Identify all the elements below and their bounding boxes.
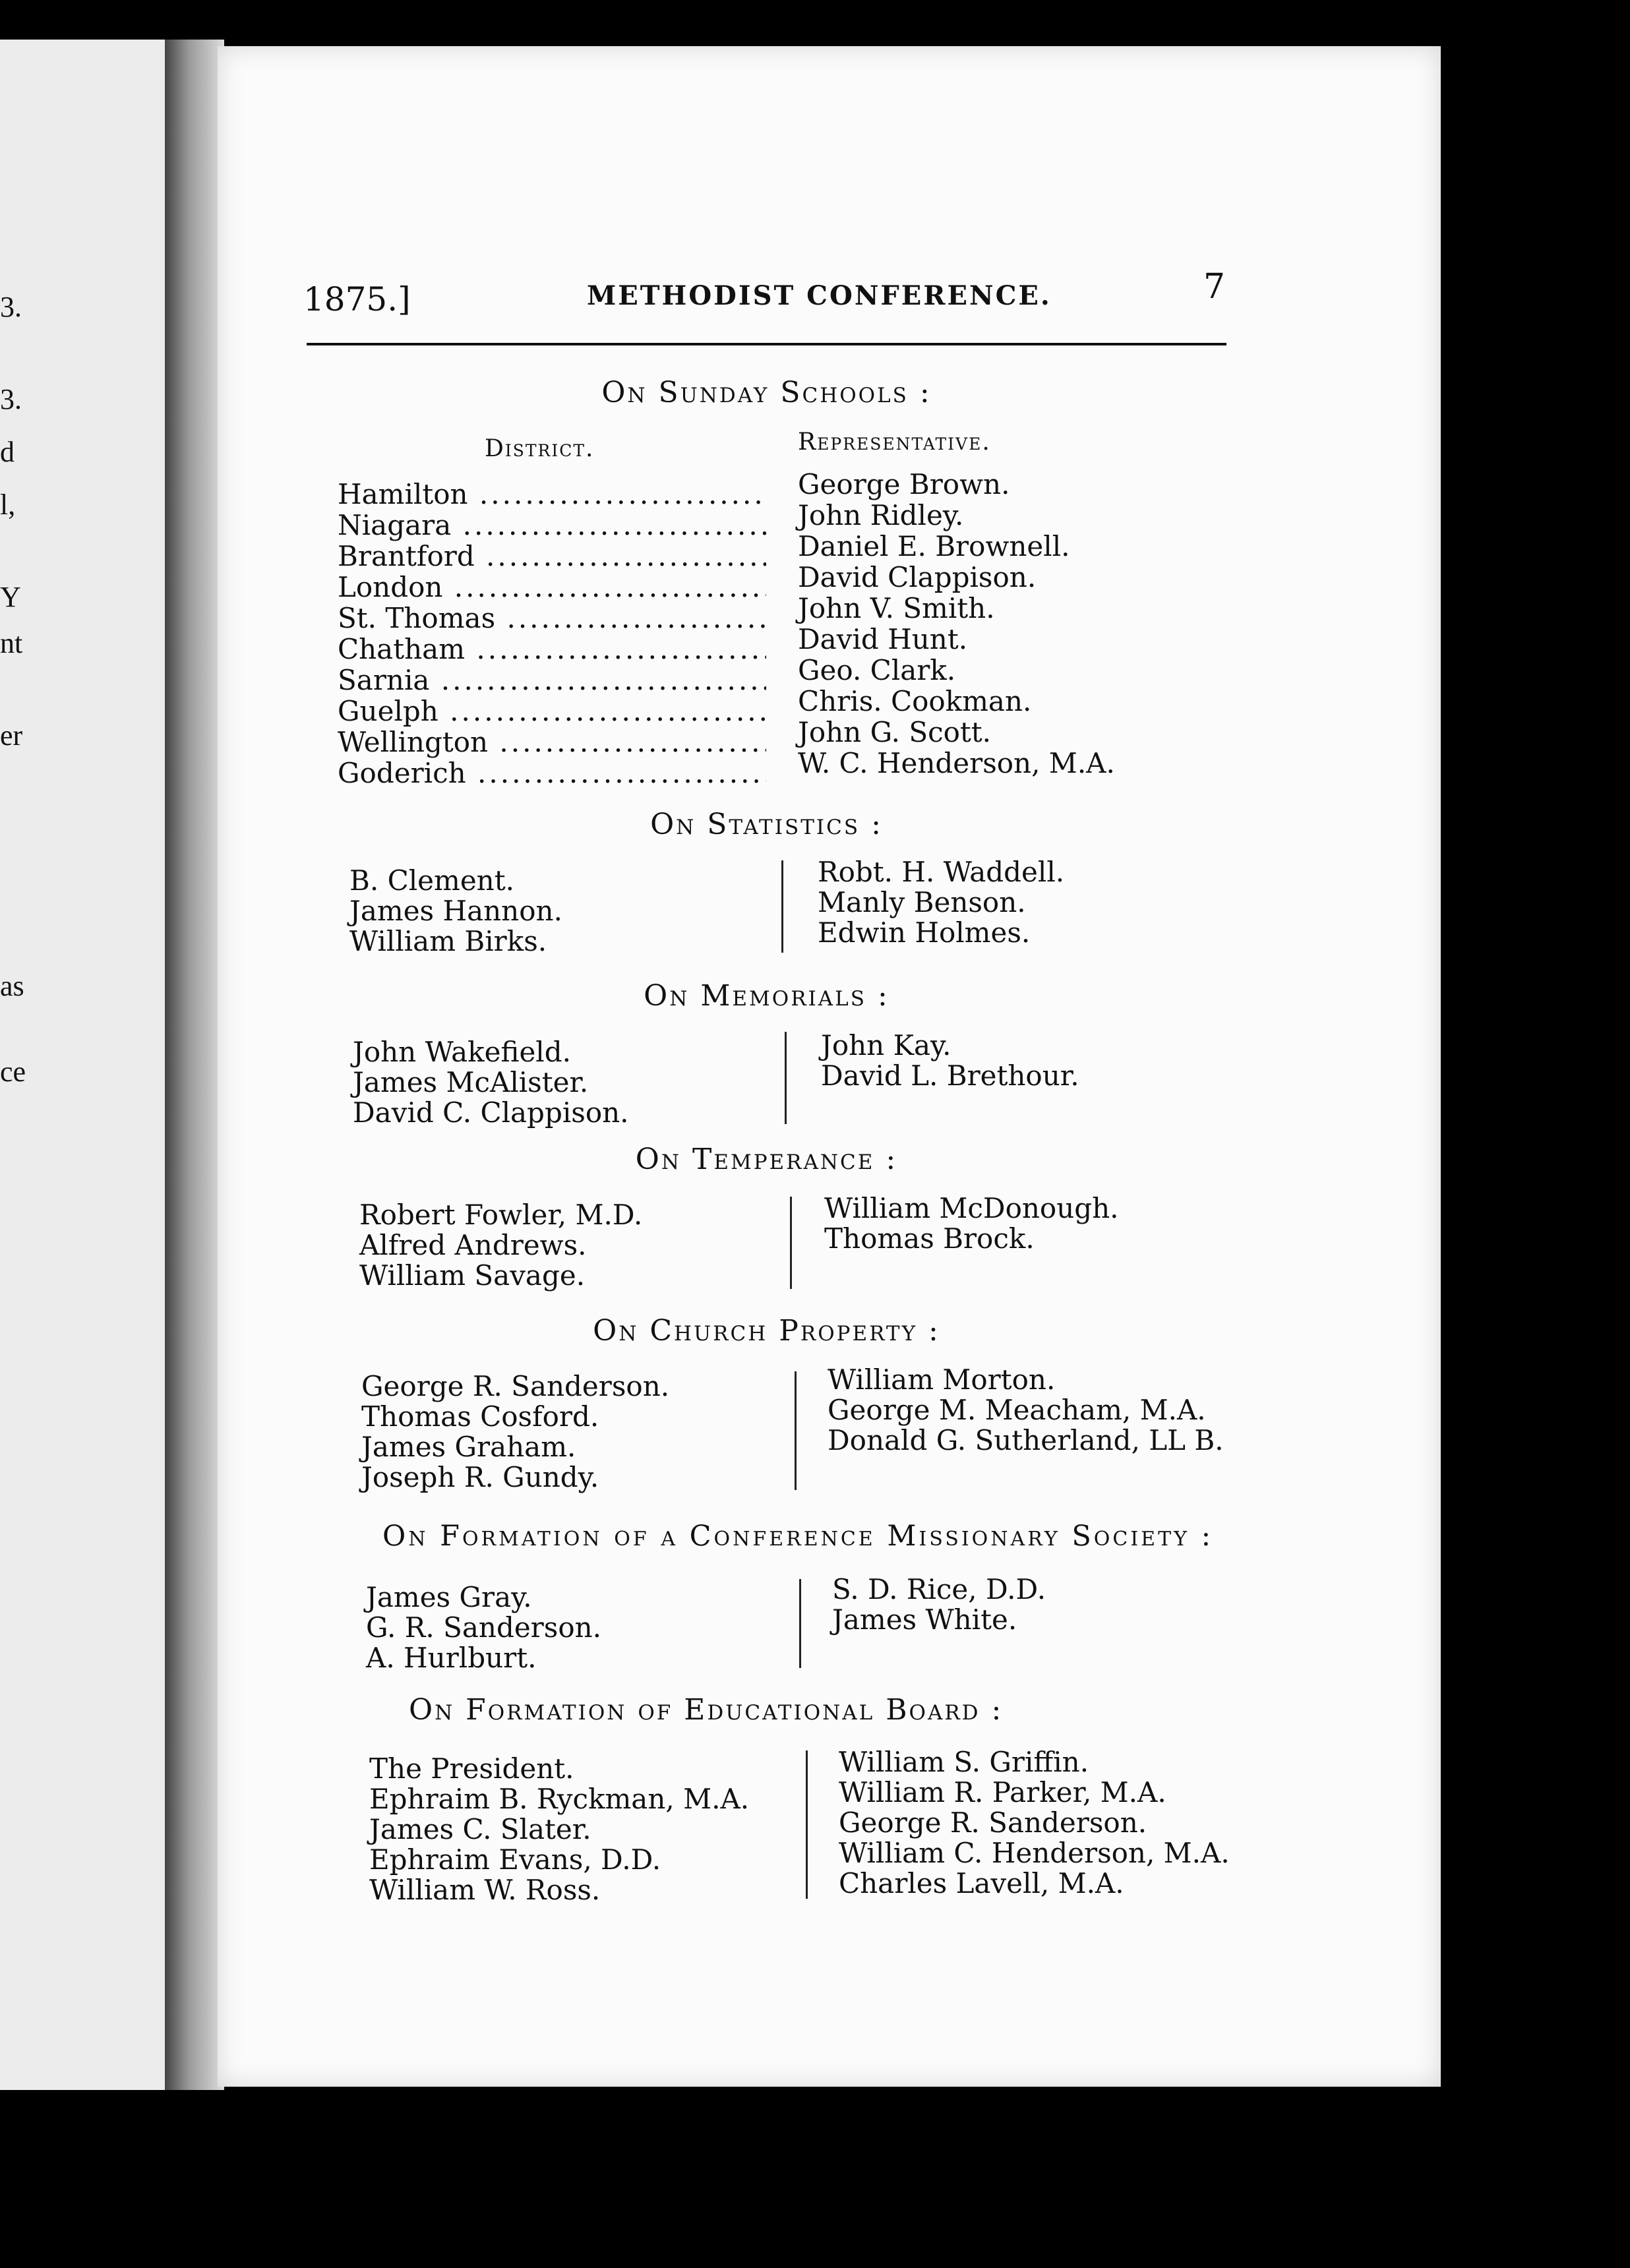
member-name: William W. Ross. — [369, 1874, 601, 1906]
member-name: A. Hurlburt. — [366, 1642, 537, 1674]
section-title-sunday-schools: On Sunday Schools : — [601, 376, 932, 409]
member-name: Edwin Holmes. — [818, 916, 1031, 949]
column-divider — [799, 1579, 801, 1668]
representative-name: Chris. Cookman. — [798, 685, 1032, 717]
district-name: Hamilton ..... — [338, 478, 766, 510]
church-property-left-column — [361, 1371, 669, 1493]
district-name: St. Thomas ..... — [338, 602, 766, 634]
district-name: Brantford ..... — [338, 540, 766, 572]
facing-page-text: 3. — [0, 291, 22, 323]
member-name: James Hannon. — [349, 895, 562, 927]
member-name: William R. Parker, M.A. — [839, 1776, 1166, 1808]
column-divider — [781, 860, 783, 953]
temperance-left-column — [359, 1200, 642, 1291]
member-name: William S. Griffin. — [839, 1746, 1089, 1778]
member-name: William Savage. — [359, 1259, 586, 1292]
representative-name: George Brown. — [798, 468, 1010, 500]
header-title: METHODIST CONFERENCE. — [587, 280, 1052, 311]
section-title-church-property: On Church Property : — [593, 1314, 940, 1348]
representative-name: Geo. Clark. — [798, 654, 956, 686]
missionary-society-right-column — [832, 1574, 1046, 1635]
header-year: 1875.] — [303, 280, 411, 318]
member-name: Ephraim B. Ryckman, M.A. — [369, 1783, 750, 1815]
statistics-right-column — [818, 857, 1064, 948]
member-name: Ephraim Evans, D.D. — [369, 1843, 661, 1876]
member-name: George M. Meacham, M.A. — [828, 1394, 1206, 1426]
member-name: James C. Slater. — [369, 1813, 591, 1845]
member-name: James Graham. — [361, 1431, 576, 1463]
memorials-right-column — [821, 1030, 1079, 1091]
running-header — [303, 267, 1226, 320]
temperance-right-column — [824, 1193, 1119, 1254]
district-heading: District. — [485, 435, 595, 462]
member-name: William McDonough. — [824, 1192, 1119, 1224]
facing-page-text: as — [0, 970, 24, 1002]
member-name: George R. Sanderson. — [839, 1806, 1147, 1839]
member-name: B. Clement. — [349, 864, 514, 897]
member-name: S. D. Rice, D.D. — [832, 1573, 1046, 1605]
missionary-society-left-column — [366, 1582, 601, 1673]
member-name: Robt. H. Waddell. — [818, 856, 1065, 888]
district-name: Chatham ..... — [338, 633, 766, 665]
member-name: Thomas Cosford. — [361, 1400, 599, 1433]
member-name: Thomas Brock. — [824, 1222, 1035, 1255]
district-name: Guelph ..... — [338, 695, 766, 727]
district-name: Niagara ..... — [338, 509, 766, 541]
header-rule — [307, 343, 1226, 345]
statistics-left-column — [349, 866, 562, 957]
page-number: 7 — [1203, 267, 1226, 307]
member-name: James Gray. — [366, 1581, 532, 1613]
facing-page-text: l, — [0, 489, 16, 521]
member-name: The President. — [369, 1752, 574, 1785]
column-divider — [806, 1750, 808, 1899]
member-name: Manly Benson. — [818, 886, 1026, 918]
member-name: George R. Sanderson. — [361, 1370, 670, 1402]
church-property-right-column — [828, 1365, 1224, 1456]
district-name: Sarnia ..... — [338, 664, 766, 696]
representative-name: David Clappison. — [798, 561, 1037, 593]
representative-name: W. C. Henderson, M.A. — [798, 747, 1115, 779]
district-name: Goderich ..... — [338, 757, 766, 789]
member-name: James White. — [832, 1603, 1017, 1636]
member-name: David C. Clappison. — [353, 1096, 629, 1129]
educational-board-right-column — [839, 1747, 1230, 1899]
column-divider — [790, 1197, 792, 1289]
representative-name: David Hunt. — [798, 623, 968, 655]
column-divider — [785, 1032, 787, 1124]
member-name: John Wakefield. — [353, 1036, 571, 1068]
member-name: William Birks. — [349, 925, 547, 957]
section-title-statistics: On Statistics : — [650, 808, 883, 841]
district-name: London ..... — [338, 571, 766, 603]
section-title-temperance: On Temperance : — [635, 1143, 898, 1176]
representative-name: John V. Smith. — [798, 592, 995, 624]
book-gutter — [165, 40, 224, 2090]
member-name: G. R. Sanderson. — [366, 1611, 601, 1644]
member-name: William C. Henderson, M.A. — [839, 1837, 1230, 1869]
member-name: James McAlister. — [353, 1066, 589, 1098]
member-name: Robert Fowler, M.D. — [359, 1199, 643, 1231]
section-title-educational-board: On Formation of Educational Board : — [409, 1693, 1004, 1727]
section-title-memorials: On Memorials : — [644, 979, 890, 1013]
member-name: Charles Lavell, M.A. — [839, 1867, 1124, 1899]
memorials-left-column — [353, 1037, 629, 1128]
representative-name: Daniel E. Brownell. — [798, 530, 1070, 562]
educational-board-left-column — [369, 1754, 749, 1905]
facing-page-text: ce — [0, 1056, 26, 1088]
member-name: Donald G. Sutherland, LL B. — [828, 1424, 1224, 1456]
member-name: Alfred Andrews. — [359, 1229, 587, 1261]
facing-page-text: 3. — [0, 383, 22, 415]
member-name: Joseph R. Gundy. — [361, 1461, 599, 1493]
representative-name: John Ridley. — [798, 499, 964, 531]
member-name: David L. Brethour. — [821, 1059, 1079, 1092]
member-name: John Kay. — [821, 1029, 951, 1061]
facing-page-text: Y — [0, 581, 21, 613]
representative-name: John G. Scott. — [798, 716, 992, 748]
column-divider — [795, 1371, 797, 1490]
district-name: Wellington ..... — [338, 726, 766, 758]
member-name: William Morton. — [828, 1363, 1056, 1396]
facing-page-text: er — [0, 719, 23, 752]
facing-page-text: d — [0, 436, 15, 468]
section-title-missionary-society: On Formation of a Conference Missionary Society : — [382, 1520, 1214, 1553]
facing-page-text: nt — [0, 627, 23, 659]
representative-heading: Representative. — [798, 429, 991, 456]
